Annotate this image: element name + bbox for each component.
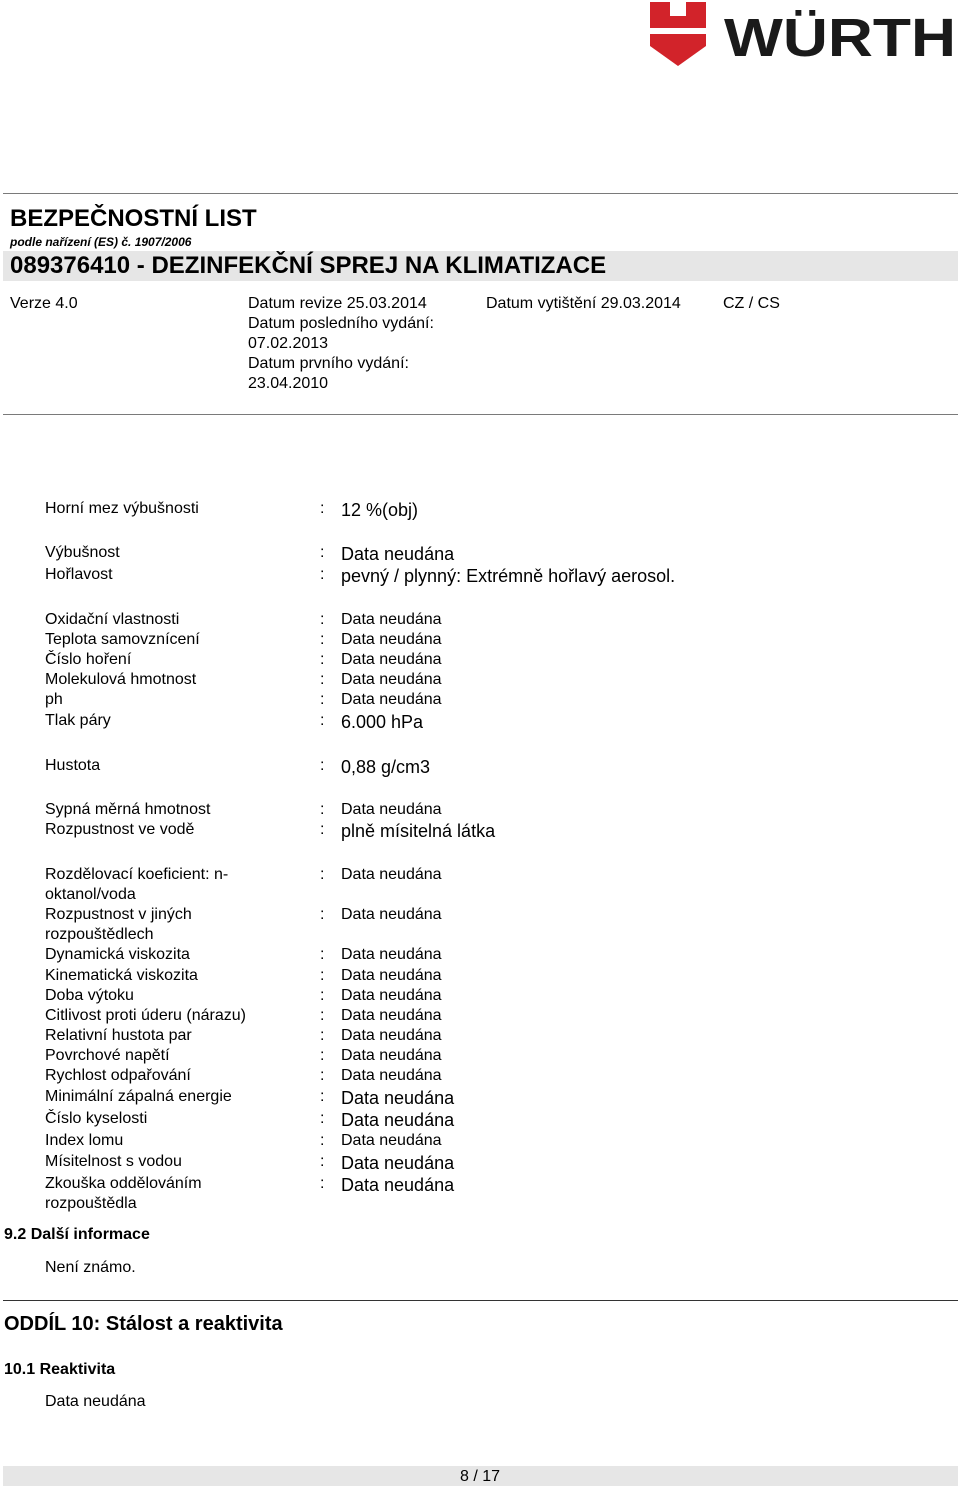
colon: : [320, 967, 325, 984]
property-value: Data neudána [341, 611, 442, 628]
property-label: Rozdělovací koeficient: n-oktanol/voda [45, 866, 229, 903]
property-value: Data neudána [341, 946, 442, 963]
last-issue-label: Datum posledního vydání: [248, 315, 434, 332]
property-value: Data neudána [341, 1110, 455, 1130]
last-issue-date: 07.02.2013 [248, 335, 329, 352]
colon: : [320, 691, 325, 708]
property-label: Hořlavost [45, 566, 113, 583]
colon: : [320, 1110, 325, 1127]
colon: : [320, 946, 325, 963]
print-date: Datum vytištění 29.03.2014 [486, 295, 681, 312]
colon: : [320, 1132, 325, 1149]
page-number: 8 / 17 [459, 1468, 501, 1485]
property-label: Doba výtoku [45, 987, 134, 1004]
colon: : [320, 1088, 325, 1105]
property-label: Číslo hoření [45, 651, 132, 668]
property-label: Kinematická viskozita [45, 967, 198, 984]
first-issue-date: 23.04.2010 [248, 375, 329, 392]
property-value: Data neudána [341, 801, 442, 818]
property-label: ph [45, 691, 63, 708]
property-label: Rozpustnost v jiných rozpouštědlech [45, 906, 192, 943]
revision-date: Datum revize 25.03.2014 [248, 295, 427, 312]
section-10-title: ODDÍL 10: Stálost a reaktivita [4, 1313, 283, 1335]
colon: : [320, 1027, 325, 1044]
header-top-rule [3, 193, 958, 194]
property-label: Rychlost odpařování [45, 1067, 191, 1084]
property-label: Oxidační vlastnosti [45, 611, 180, 628]
first-issue-label: Datum prvního vydání: [248, 355, 409, 372]
colon: : [320, 712, 325, 729]
property-label: Molekulová hmotnost [45, 671, 197, 688]
colon: : [320, 611, 325, 628]
property-value: Data neudána [341, 671, 442, 688]
property-value: Data neudána [341, 1027, 442, 1044]
colon: : [320, 631, 325, 648]
colon: : [320, 866, 325, 883]
colon: : [320, 544, 325, 561]
property-label: Teplota samovznícení [45, 631, 200, 648]
header-bottom-rule [3, 414, 958, 415]
property-value: 6.000 hPa [341, 712, 424, 732]
colon: : [320, 1047, 325, 1064]
section-9-2-text: Není známo. [45, 1259, 136, 1276]
property-value: Data neudána [341, 651, 442, 668]
property-value: Data neudána [341, 1175, 455, 1195]
wurth-logo-mark [648, 0, 958, 68]
property-label: Mísitelnost s vodou [45, 1153, 182, 1170]
property-value: pevný / plynný: Extrémně hořlavý aerosol. [341, 566, 676, 586]
colon: : [320, 566, 325, 583]
colon: : [320, 987, 325, 1004]
property-label: Minimální zápalná energie [45, 1088, 232, 1105]
property-value: plně mísitelná látka [341, 821, 496, 841]
colon: : [320, 671, 325, 688]
language-code: CZ / CS [723, 295, 780, 312]
wurth-logo [648, 0, 958, 68]
colon: : [320, 1067, 325, 1084]
colon: : [320, 1153, 325, 1170]
property-value: Data neudána [341, 691, 442, 708]
property-label: Zkouška oddělováním rozpouštědla [45, 1175, 202, 1212]
property-label: Dynamická viskozita [45, 946, 190, 963]
regulation-subtitle: podle nařízení (ES) č. 1907/2006 [10, 235, 192, 249]
colon: : [320, 1007, 325, 1024]
colon: : [320, 651, 325, 668]
section-10-1-heading: 10.1 Reaktivita [4, 1361, 116, 1378]
property-label: Citlivost proti úderu (nárazu) [45, 1007, 246, 1024]
property-label: Index lomu [45, 1132, 124, 1149]
property-label: Povrchové napětí [45, 1047, 170, 1064]
property-value: Data neudána [341, 1067, 442, 1084]
colon: : [320, 500, 325, 517]
colon: : [320, 821, 325, 838]
document-title: BEZPEČNOSTNÍ LIST [10, 205, 257, 232]
property-label: Sypná měrná hmotnost [45, 801, 211, 818]
property-value: Data neudána [341, 1132, 442, 1149]
colon: : [320, 757, 325, 774]
property-value: Data neudána [341, 967, 442, 984]
property-value: Data neudána [341, 866, 442, 883]
wurth-logo-text: WÜRTH [724, 8, 956, 68]
colon: : [320, 801, 325, 818]
section-10-1-text: Data neudána [45, 1393, 146, 1410]
property-label: Horní mez výbušnosti [45, 500, 199, 517]
property-label: Číslo kyselosti [45, 1110, 148, 1127]
property-value: Data neudána [341, 1007, 442, 1024]
property-value: Data neudána [341, 544, 455, 564]
version-label: Verze 4.0 [10, 295, 78, 312]
property-label: Relativní hustota par [45, 1027, 192, 1044]
section-9-2-heading: 9.2 Další informace [4, 1226, 150, 1243]
property-value: 0,88 g/cm3 [341, 757, 431, 777]
property-value: Data neudána [341, 631, 442, 648]
property-value: 12 %(obj) [341, 500, 419, 520]
property-value: Data neudána [341, 1088, 455, 1108]
property-label: Výbušnost [45, 544, 120, 561]
property-value: Data neudána [341, 1047, 442, 1064]
property-label: Hustota [45, 757, 101, 774]
property-label: Rozpustnost ve vodě [45, 821, 195, 838]
property-label: Tlak páry [45, 712, 111, 729]
colon: : [320, 906, 325, 923]
property-value: Data neudána [341, 906, 442, 923]
product-title: 089376410 - DEZINFEKČNÍ SPREJ NA KLIMATIZACE [10, 252, 607, 279]
colon: : [320, 1175, 325, 1192]
property-value: Data neudána [341, 1153, 455, 1173]
property-value: Data neudána [341, 987, 442, 1004]
section-10-rule [3, 1300, 958, 1301]
